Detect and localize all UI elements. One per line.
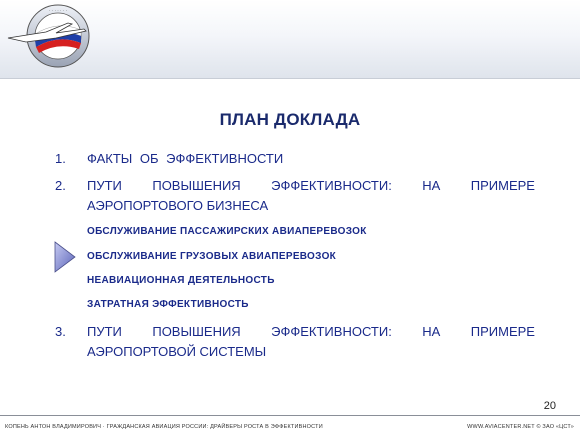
agenda-word: ЭФФЕКТИВНОСТИ: bbox=[271, 178, 392, 193]
agenda-word: НА bbox=[422, 178, 441, 193]
agenda-word: ПРИМЕРЕ bbox=[470, 324, 535, 339]
agenda-item-text bbox=[87, 176, 535, 216]
agenda-item-text: ФАКТЫ ОБ ЭФФЕКТИВНОСТИ bbox=[87, 151, 284, 166]
agenda-word: ПОВЫШЕНИЯ bbox=[152, 178, 241, 193]
play-arrow-icon bbox=[54, 241, 76, 273]
svg-text:· · · · · · ·: · · · · · · · bbox=[49, 8, 67, 13]
footer-divider bbox=[0, 415, 580, 416]
footer-author-title: КОПЕНЬ АНТОН ВЛАДИМИРОВИЧ · ГРАЖДАНСКАЯ АВИАЦИЯ РОССИИ: ДРАЙВЕРЫ РОСТА В ЭФФЕКТИВНОСТИ bbox=[5, 424, 323, 430]
agenda-item-number: 2. bbox=[55, 178, 66, 193]
agenda-item-number: 3. bbox=[55, 324, 66, 339]
aviation-globe-logo-icon bbox=[6, 2, 98, 72]
page-title: ПЛАН ДОКЛАДА bbox=[219, 110, 361, 129]
subitem-passenger: ОБСЛУЖИВАНИЕ ПАССАЖИРСКИХ АВИАПЕРЕВОЗОК bbox=[87, 226, 367, 237]
subitem-cost-efficiency: ЗАТРАТНАЯ ЭФФЕКТИВНОСТЬ bbox=[87, 299, 249, 310]
agenda-word: НА bbox=[422, 324, 441, 339]
header-divider bbox=[0, 78, 580, 79]
subitem-non-aviation: НЕАВИАЦИОННАЯ ДЕЯТЕЛЬНОСТЬ bbox=[87, 275, 275, 286]
agenda-word: ПУТИ bbox=[87, 178, 122, 193]
agenda-item-text bbox=[87, 322, 535, 362]
footer-website: WWW.AVIACENTER.NET © ЗАО «ЦСТ» bbox=[467, 424, 574, 430]
agenda-word: ПРИМЕРЕ bbox=[470, 178, 535, 193]
agenda-word: ПУТИ bbox=[87, 324, 122, 339]
subitem-cargo: ОБСЛУЖИВАНИЕ ГРУЗОВЫХ АВИАПЕРЕВОЗОК bbox=[87, 251, 337, 262]
agenda-item-2 bbox=[55, 176, 535, 216]
agenda-word: ЭФФЕКТИВНОСТИ: bbox=[271, 324, 392, 339]
agenda-item-text-line2: АЭРОПОРТОВОЙ СИСТЕМЫ bbox=[87, 344, 267, 359]
agenda-item-3 bbox=[55, 322, 535, 362]
agenda-item-text-line2: АЭРОПОРТОВОГО БИЗНЕСА bbox=[87, 198, 269, 213]
page-number: 20 bbox=[543, 400, 556, 412]
agenda-word: ПОВЫШЕНИЯ bbox=[152, 324, 241, 339]
agenda-item-number: 1. bbox=[55, 151, 66, 166]
